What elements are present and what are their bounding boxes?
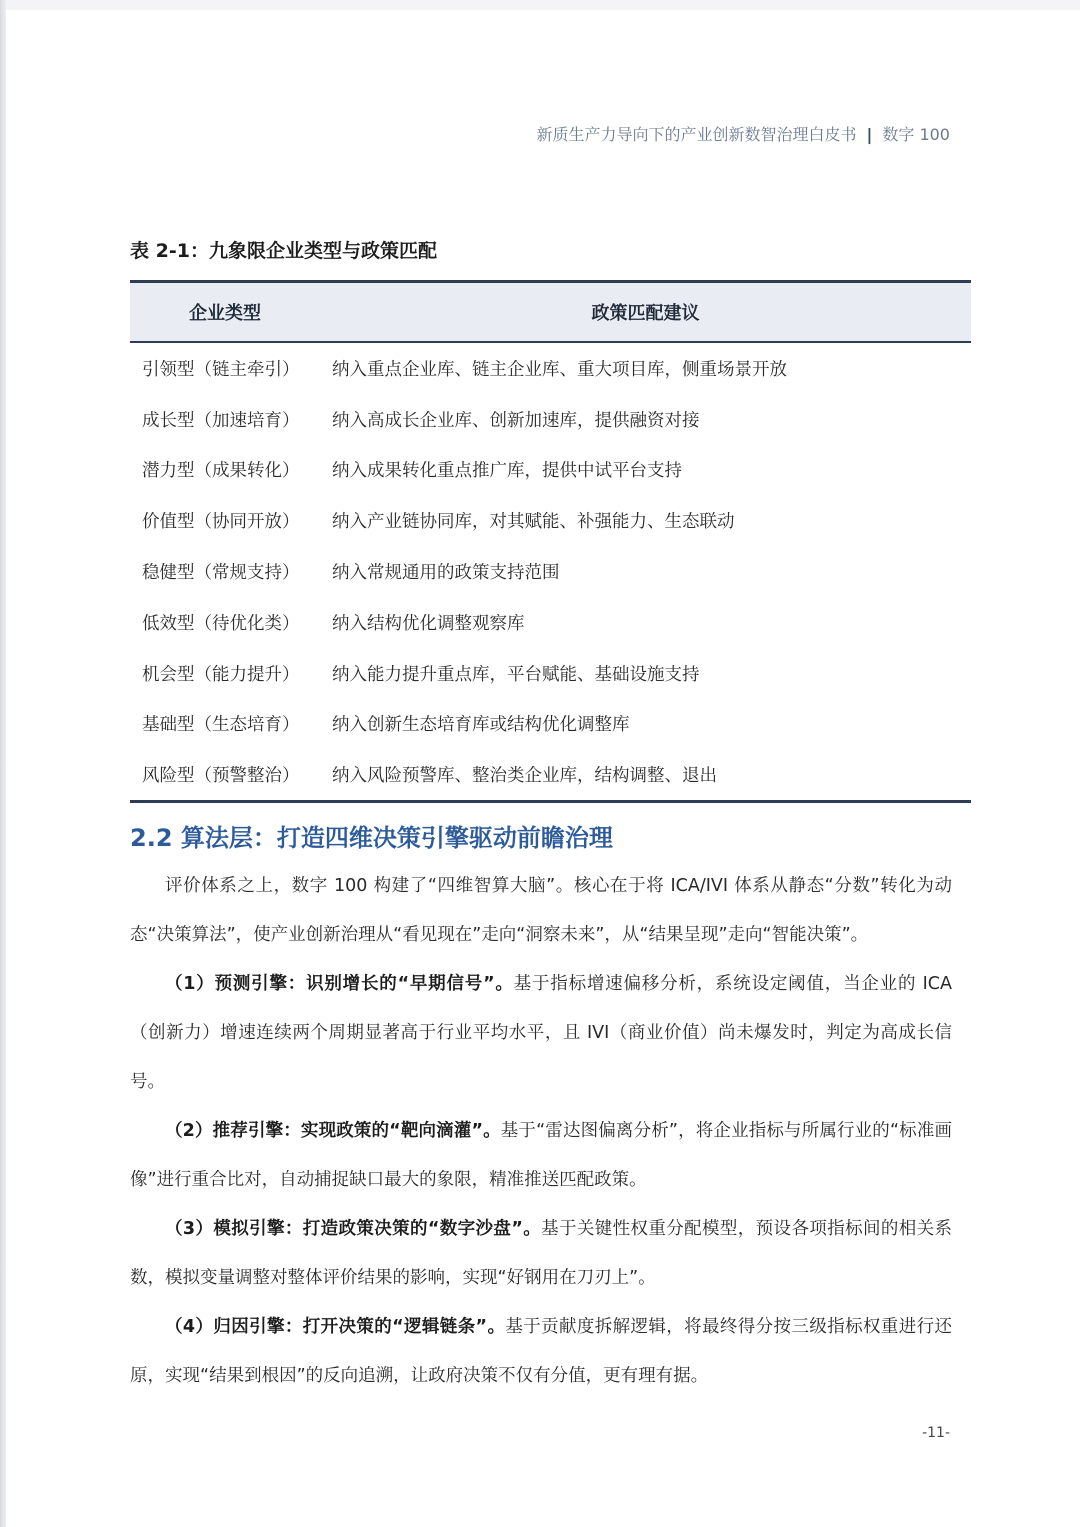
enterprise-type-cell: 潜力型（成果转化） (142, 461, 300, 482)
engine-body-simulate: 基于关键性权重分配模型，预设各项指标间的相关系数，模拟变量调整对整体评价结果的影响，实现“好钢用在刀刃上”。 (130, 1219, 952, 1288)
policy-suggestion-cell: 纳入常规通用的政策支持范围 (332, 563, 560, 584)
intro-paragraph: 评价体系之上，数字 100 构建了“四维智算大脑”。核心在于将 ICA/IVI 体系从静态“分数”转化为动态“决策算法”，使产业创新治理从“看见现在”走向“洞察未来”，从“结果呈现”走向“智能决策”。 (130, 876, 952, 945)
table-row (130, 699, 971, 750)
header-doc-title: 新质生产力导向下的产业创新数智治理白皮书 (536, 125, 857, 144)
enterprise-type-cell: 稳健型（常规支持） (142, 563, 300, 584)
enterprise-type-cell: 引领型（链主牵引） (142, 359, 300, 380)
engine-paragraph-predict (130, 960, 952, 1107)
engine-paragraph-attribute (130, 1303, 952, 1401)
engine-paragraph-simulate (130, 1205, 952, 1303)
policy-suggestion-cell: 纳入成果转化重点推广库，提供中试平台支持 (332, 461, 682, 482)
policy-suggestion-cell: 纳入风险预警库、整治类企业库，结构调整、退出 (320, 749, 971, 801)
engine-body-attribute: 基于贡献度拆解逻辑，将最终得分按三级指标权重进行还原，实现“结果到根因”的反向追溯，让政府决策不仅有分值，更有理有据。 (130, 1317, 952, 1386)
enterprise-type-cell: 成长型（加速培育） (142, 410, 300, 431)
policy-matching-table (130, 280, 971, 803)
engine-lead-attribute: （4）归因引擎：打开决策的“逻辑链条”。 (165, 1317, 506, 1337)
table-row (130, 495, 971, 546)
enterprise-type-cell: 价值型（协同开放） (142, 512, 300, 533)
table-row (130, 749, 971, 801)
table-row (130, 648, 971, 699)
table-caption: 表 2-1：九象限企业类型与政策匹配 (130, 240, 437, 262)
header-separator: | (866, 125, 873, 144)
page-number: -11- (922, 1425, 950, 1441)
table-row (130, 342, 971, 394)
enterprise-type-cell: 基础型（生态培育） (142, 715, 300, 736)
engine-body-predict: 基于指标增速偏移分析，系统设定阈值，当企业的 ICA（创新力）增速连续两个周期显著高于行业平均水平，且 IVI（商业价值）尚未爆发时，判定为高成长信号。 (130, 974, 952, 1092)
policy-suggestion-cell: 纳入能力提升重点库，平台赋能、基础设施支持 (332, 664, 700, 685)
engine-paragraph-recommend (130, 1107, 952, 1205)
policy-suggestion-cell: 纳入重点企业库、链主企业库、重大项目库，侧重场景开放 (332, 359, 787, 380)
enterprise-type-cell: 机会型（能力提升） (142, 664, 300, 685)
running-header (537, 122, 951, 145)
column-header-policy-suggestion: 政策匹配建议 (320, 282, 971, 343)
column-header-enterprise-type: 企业类型 (130, 282, 320, 343)
table-header-row (130, 282, 971, 343)
table-row (130, 394, 971, 445)
policy-suggestion-cell: 纳入创新生态培育库或结构优化调整库 (332, 715, 630, 736)
header-org: 数字 100 (882, 125, 950, 144)
engine-lead-predict: （1）预测引擎：识别增长的“早期信号”。 (165, 974, 514, 994)
enterprise-type-cell: 低效型（待优化类） (142, 613, 300, 634)
enterprise-type-cell: 风险型（预警整治） (130, 749, 320, 801)
table-row (130, 445, 971, 496)
table-row (130, 546, 971, 597)
policy-suggestion-cell: 纳入结构优化调整观察库 (332, 613, 525, 634)
table-row (130, 597, 971, 648)
policy-suggestion-cell: 纳入产业链协同库，对其赋能、补强能力、生态联动 (332, 512, 735, 533)
engine-body-recommend: 基于“雷达图偏离分析”，将企业指标与所属行业的“标准画像”进行重合比对，自动捕捉缺口最大的象限，精准推送匹配政策。 (130, 1121, 952, 1190)
engine-lead-simulate: （3）模拟引擎：打造政策决策的“数字沙盘”。 (165, 1219, 542, 1239)
policy-suggestion-cell: 纳入高成长企业库、创新加速库，提供融资对接 (332, 410, 700, 431)
engine-lead-recommend: （2）推荐引擎：实现政策的“靶向滴灌”。 (165, 1121, 501, 1141)
section-heading: 2.2 算法层：打造四维决策引擎驱动前瞻治理 (130, 824, 613, 852)
